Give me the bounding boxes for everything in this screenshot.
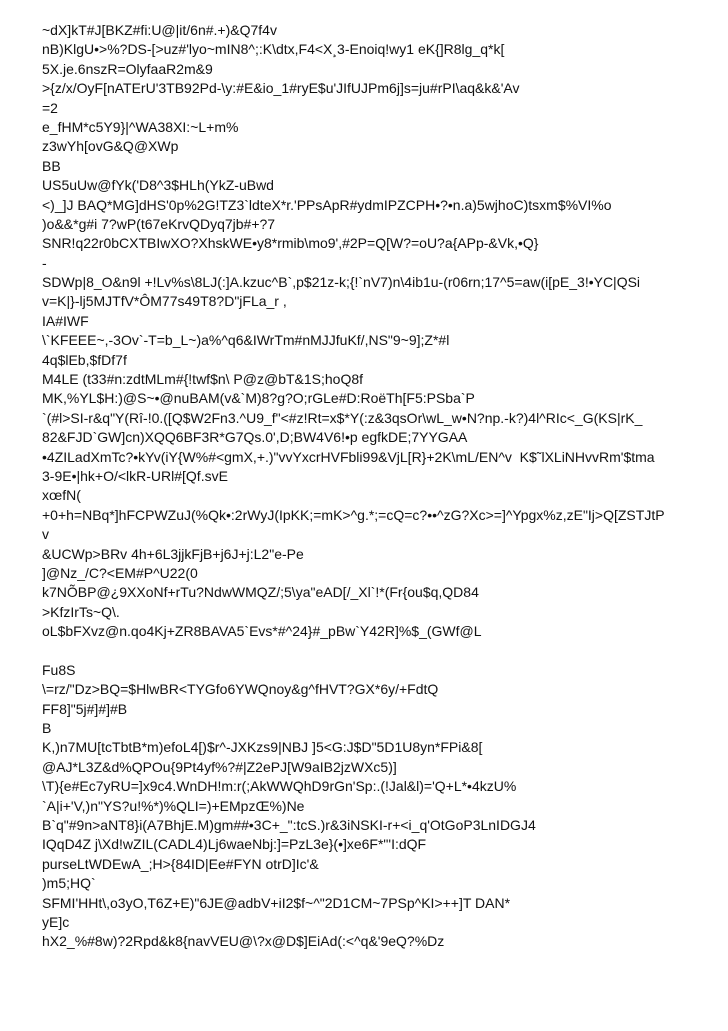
- text-line-29: ]@Nz_/C?<EM#P^U22(0: [42, 564, 198, 581]
- text-line-21: `(#l>SI-r&q"Y(Rî-!0.([Q$W2Fn3.^U9_f"<#z!Rt=x$*Y(:z&3qsOr\wL_w•N?np.-k?)4l^RIc<_G(KS|rK_: [42, 409, 643, 426]
- text-line-15: v=K|}-lj5MJTfV*ÔM77s49T8?D"jFLa_r ,: [42, 293, 287, 310]
- text-line-48: hX2_%#8w)?2Rpd&k8{navVEU@\?x@D$]EiAd(:<^q&'9eQ?%Dz: [42, 933, 445, 950]
- text-line-44: purseLtWDEwA_;H>{84ID|Ee#FYN otrD]Ic'&: [42, 855, 319, 872]
- text-line-30: k7NÕBP@¿9XXoNf+rTu?NdwWMQZ/;5\ya"eAD[/_Xl`!*(Fr{ou$q,QD84: [42, 584, 479, 601]
- text-line-41: `A|i+'V,)n"YS?u!%*)%QLI=)+EMpzŒ%)Ne: [42, 797, 305, 814]
- text-line-14: SDWp|8_O&n9l +!Lv%s\8LJ(:]A.kzuc^B`,p$21z-k;{!`nV7)n\4ib1u-(r06rn;17^5=aw(i[pE_3!•YC|QSi: [42, 274, 641, 291]
- text-line-4: >{z/x/OyF[nATErU'3TB92Pd-\y:#E&io_1#ryE$u'JIfUJPm6j]s=ju#rPI\aq&k&'Av: [42, 80, 520, 97]
- text-line-3: 5X.je.6nszR=OlyfaaR2m&9: [42, 60, 213, 77]
- text-line-12: SNR!q22r0bCXTBIwXO?XhskWE•y8*rmib\mo9',#2P=Q[W?=oU?a{APp-&Vk,•Q}: [42, 235, 539, 252]
- text-line-16: IA#IWF: [42, 312, 89, 329]
- text-line-38: K,)n7MU[tcTbtB*m)efoL4[)$r^-JXKzs9|NBJ ]5<G:J$D"5D1U8yn*FPi&8[: [42, 739, 483, 756]
- text-line-45: )m5;HQ`: [42, 875, 96, 892]
- text-line-34: Fu8S: [42, 661, 76, 678]
- text-line-46: SFMI'HHt\,o3yO,T6Z+E)"6JE@adbV+iI2$f~^"2D1CM~7PSp^KI>++]T DAN*: [42, 894, 511, 911]
- text-line-47: yE]c: [42, 913, 70, 930]
- text-line-42: B`q"#9n>aNT8}i(A7BhjE.M)gm##•3C+_":tcS.)r&3iNSKI-r+<i_q'OtGoP3LnIDGJ4: [42, 817, 536, 834]
- text-line-10: <)_]J BAQ*MG]dHS'0p%2G!TZ3`ldteX*r.'PPsApR#ydmIPZCPH•?•n.a)5wjhoC)tsxm$%VI%o: [42, 196, 612, 213]
- text-line-25: xœfN(: [42, 487, 81, 504]
- text-line-33: [42, 642, 714, 661]
- text-line-9: US5uUw@fYk('D8^3$HLh(YkZ-uBwd: [42, 177, 274, 194]
- text-line-37: B: [42, 720, 52, 737]
- text-line-24: 3-9E•|hk+O/<lkR-URl#[Qf.svE: [42, 467, 228, 484]
- text-line-6: e_fHM*c5Y9}|^WA38XI:~L+m%: [42, 118, 239, 135]
- text-line-19: M4LE (t33#n:zdtMLm#{!twf$n\ P@z@bT&1S;hoQ8f: [42, 371, 364, 388]
- text-line-32: oL$bFXvz@n.qo4Kj+ZR8BAVA5`Evs*#^24}#_pBw`Y42R]%$_(GWf@L: [42, 623, 482, 640]
- text-line-36: FF8]"5j#]#]#B: [42, 700, 128, 717]
- text-line-35: \=rz/"Dz>BQ=$HlwBR<TYGfo6YWQnoy&g^fHVT?GX*6y/+FdtQ: [42, 681, 439, 698]
- text-line-27: v: [42, 526, 49, 543]
- text-line-43: IQqD4Z j\Xd!wZIL(CADL4)Lj6waeNbj:]=PzL3e}(•]xe6F*"'I:dQF: [42, 836, 427, 853]
- text-line-23: •4ZILadXmTc?•kYv(iY{W%#<gmX,+.)"vvYxcrHVFbli99&VjL[R}+2K\mL/EN^v K$˜lXLiNHvvRm'$tma: [42, 448, 655, 465]
- text-line-31: >KfzIrTs~Q\.: [42, 603, 120, 620]
- text-line-40: \T){e#Ec7yRU=]x9c4.WnDH!m:r(;AkWWQhD9rGn'Sp:.(!Jal&l)='Q+L*•4kzU%: [42, 778, 517, 795]
- text-line-26: +0+h=NBq*]hFCPWZuJ(%Qk•:2rWyJ(IpKK;=mK>^g.*;=cQ=c?••^zG?Xc>=]^Ypgx%z,zE"Ij>Q[ZSTJtP: [42, 506, 665, 523]
- text-line-13: -: [42, 254, 47, 271]
- document-page: [42, 21, 714, 952]
- text-line-2: nB)KlgU•>%?DS-[>uz#'lyo~mIN8^;:K\dtx,F4<X¸3-Enoiq!wy1 eK{]R8lg_q*k[: [42, 41, 505, 58]
- text-line-7: z3wYh[ovG&Q@XWp: [42, 138, 179, 155]
- text-line-28: &UCWp>BRv 4h+6L3jjkFjB+j6J+j:L2"e-Pe: [42, 545, 304, 562]
- text-line-5: =2: [42, 99, 58, 116]
- text-line-39: @AJ*L3Z&d%QPOu{9Pt4yf%?#|Z2ePJ[W9aIB2jzWXc5)]: [42, 758, 397, 775]
- text-line-20: MK,%YL$H:)@S~•@nuBAM(v&`M)8?g?O;rGLe#D:RoëTh[F5:PSba`P: [42, 390, 475, 407]
- text-line-18: 4q$lEb,$fDf7f: [42, 351, 127, 368]
- text-line-17: \`KFEEE~,-3Ov`-T=b_L~)a%^q6&IWrTm#nMJJfuKf/,NS"9~9];Z*#l: [42, 332, 450, 349]
- text-line-22: 82&FJD`GW]cn)XQQ6BF3R*G7Qs.0',D;BW4V6!•p egfkDE;7YYGAA: [42, 429, 468, 446]
- text-line-8: BB: [42, 157, 61, 174]
- text-line-11: )o&&*g#i 7?wP(t67eKrvQDyq7jb#+?7: [42, 215, 276, 232]
- text-line-1: ~dX]kT#J[BKZ#fi:U@|it/6n#.+)&Q7f4v: [42, 22, 277, 38]
